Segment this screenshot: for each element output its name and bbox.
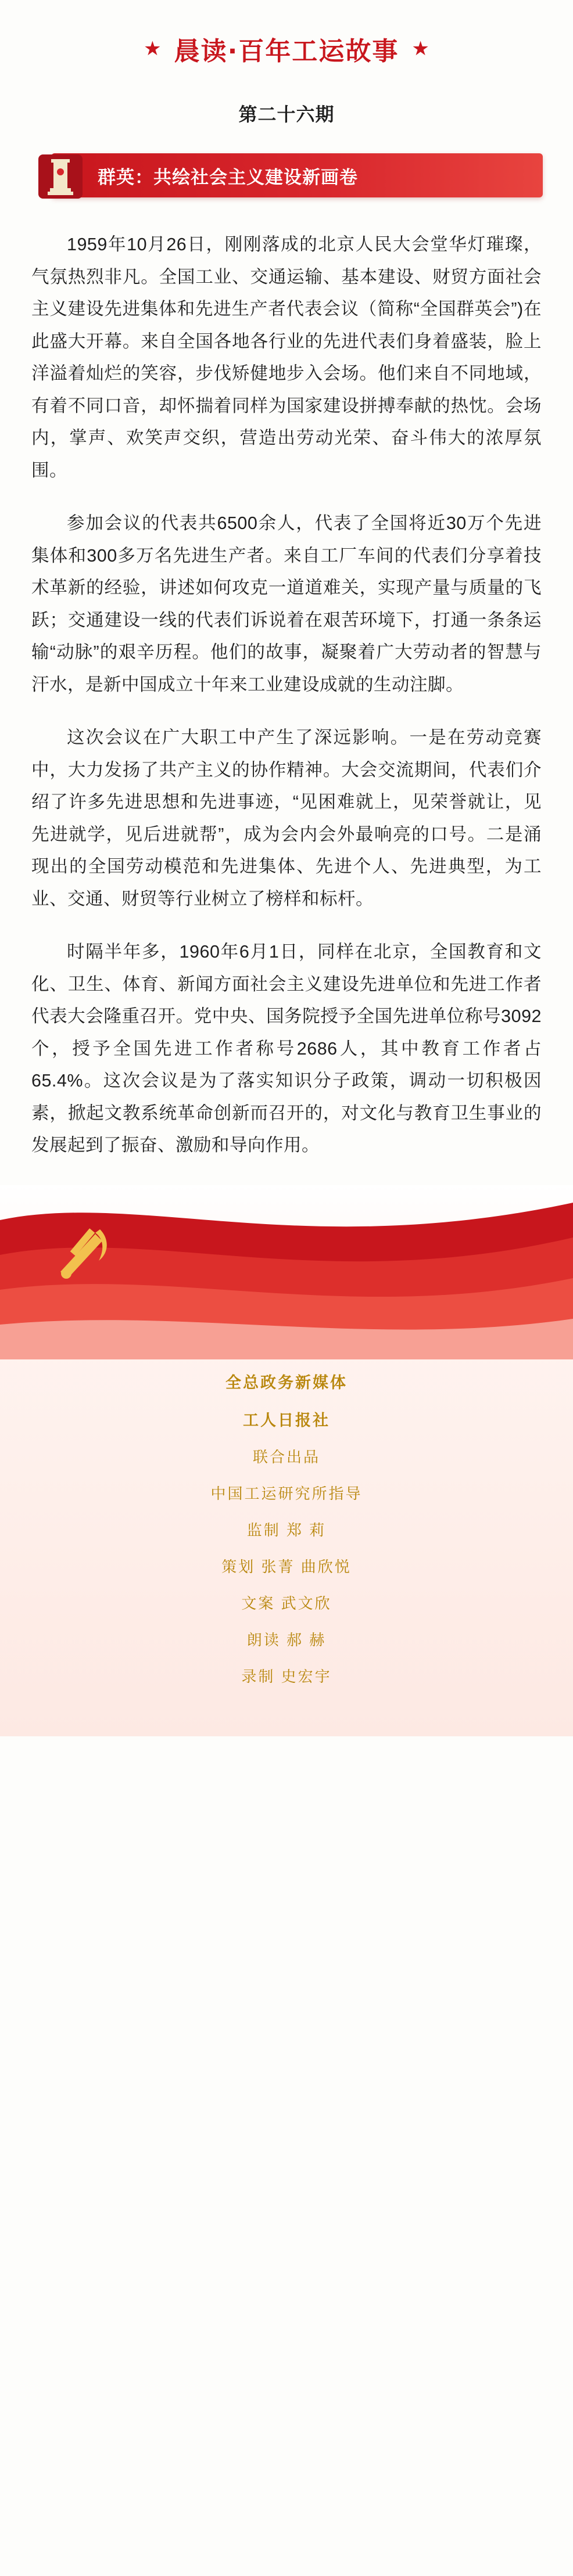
- page-title: 晨读·百年工运故事: [174, 37, 399, 66]
- paragraph: 参加会议的代表共6500余人，代表了全国将近30万个先进集体和300多万名先进生产者。来自工厂车间的代表们分享着技术革新的经验，讲述如何攻克一道道难关，实现产量与质量的飞跃；交通建设一线的代表们诉说着在艰苦环境下，打通一条条运输“动脉”的艰辛历程。他们的故事，凝聚着广大劳动者的智慧与汗水，是新中国成立十年来工业建设成就的生动注脚。: [31, 513, 542, 695]
- article-body: [0, 229, 573, 1162]
- credit-line: 联合出品: [252, 1448, 320, 1466]
- credits-block: [0, 1359, 573, 1686]
- section-banner: [30, 150, 543, 203]
- star-icon-right: ★: [411, 38, 429, 60]
- issue-label: 第二十六期: [238, 104, 335, 125]
- credit-line: 中国工运研究所指导: [210, 1484, 363, 1502]
- credit-line: 监制 郑 莉: [246, 1521, 327, 1539]
- banner-bar: [51, 153, 543, 197]
- credit-line: 文案 武文欣: [241, 1594, 332, 1612]
- credit-line: 全总政务新媒体: [225, 1373, 348, 1391]
- credit-line: 朗读 郝 赫: [246, 1631, 327, 1649]
- hammer-sickle-icon: [49, 1217, 119, 1286]
- credit-line: 录制 史宏宇: [241, 1667, 332, 1685]
- paragraph: 1959年10月26日，刚刚落成的北京人民大会堂华灯璀璨，气氛热烈非凡。全国工业、交通运输、基本建设、财贸方面社会主义建设先进集体和先进生产者代表会议（简称“全国群英会”)在此盛大开幕。来自全国各地各行业的先进代表们身着盛装，脸上洋溢着灿烂的笑容，步伐矫健地步入会场。他们来自不同地域，有着不同口音，却怀揣着同样为国家建设拼搏奉献的热忱。会场内，掌声、欢笑声交织，营造出劳动光荣、奋斗伟大的浓厚氛围。: [31, 235, 542, 480]
- paragraph: 这次会议在广大职工中产生了深远影响。一是在劳动竞赛中，大力发扬了共产主义的协作精神。大会交流期间，代表们介绍了许多先进思想和先进事迹，“见困难就上，见荣誉就让，见先进就学，见后进就帮”，成为会内会外最响亮的口号。二是涌现出的全国劳动模范和先进集体、先进个人、先进典型，为工业、交通、财贸等行业树立了榜样和标杆。: [31, 728, 542, 909]
- monument-icon: [34, 150, 87, 203]
- credit-line: 策划 张菁 曲欣悦: [221, 1557, 352, 1575]
- page-footer: [0, 1185, 573, 1736]
- page-header: [0, 0, 573, 85]
- ribbon-decoration: [0, 1185, 573, 1359]
- header-inner: [144, 30, 429, 67]
- paragraph: 时隔半年多，1960年6月1日，同样在北京，全国教育和文化、卫生、体育、新闻方面社会主义建设先进单位和先进工作者代表大会隆重召开。党中央、国务院授予全国先进单位称号3092个，授予全国先进工作者称号2686人，其中教育工作者占65.4%。这次会议是为了落实知识分子政策，调动一切积极因素，掀起文教系统革命创新而召开的，对文化与教育卫生事业的发展起到了振奋、激励和导向作用。: [31, 942, 542, 1155]
- banner-title: 群英：共绘社会主义建设新画卷: [98, 167, 358, 188]
- star-icon-left: ★: [144, 38, 162, 60]
- credit-line: 工人日报社: [243, 1411, 330, 1429]
